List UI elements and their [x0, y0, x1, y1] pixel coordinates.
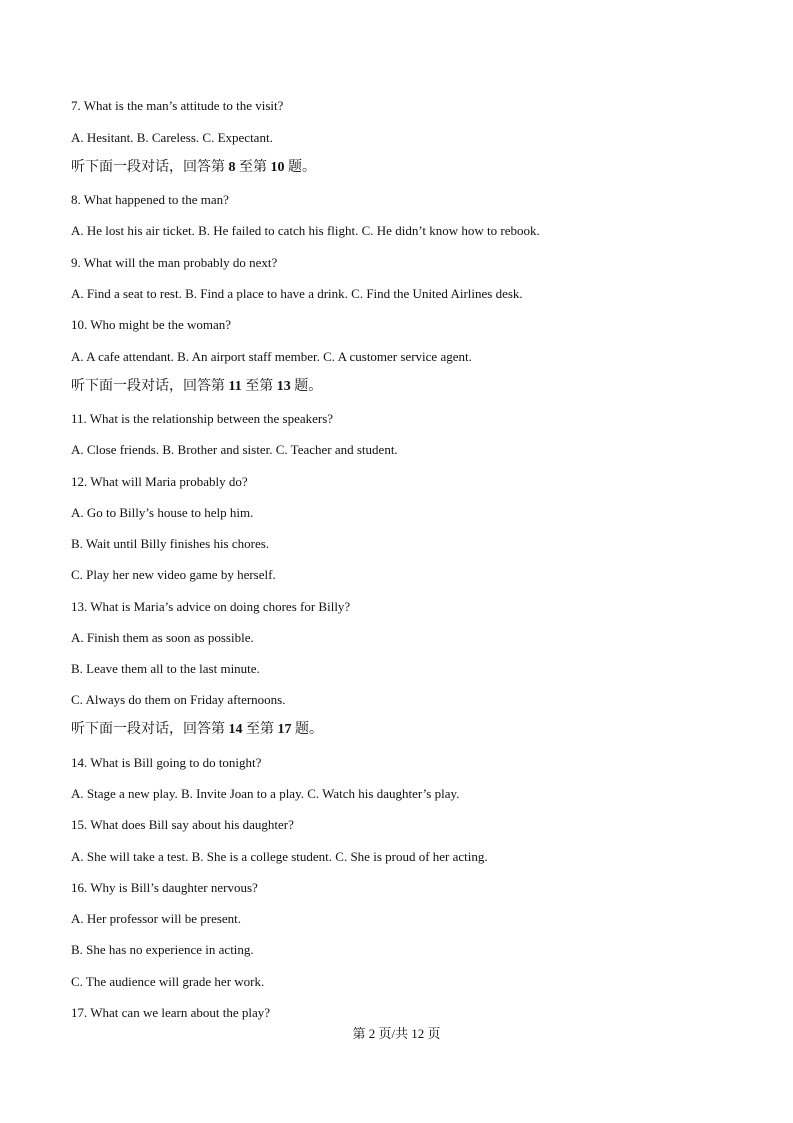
question-text: 9. What will the man probably do next?: [71, 255, 278, 270]
question-text: 17. What can we learn about the play?: [71, 1005, 271, 1020]
section-end-number: 13: [276, 379, 291, 394]
section-start-number: 14: [228, 722, 243, 737]
question-text: 15. What does Bill say about his daughter?: [71, 817, 294, 832]
page-footer: 第 2 页/共 12 页: [352, 1026, 441, 1041]
answer-options: C. Play her new video game by herself.: [71, 567, 276, 582]
answer-options: A. He lost his air ticket. B. He failed to catch his flight. C. He didn’t know how to rebook.: [71, 223, 540, 238]
section-suffix: 题。: [284, 160, 316, 175]
section-heading: [71, 160, 316, 176]
question-text: 12. What will Maria probably do?: [71, 474, 248, 489]
answer-options: B. Wait until Billy finishes his chores.: [71, 536, 270, 551]
section-prefix: 听下面一段对话，回答第: [71, 722, 229, 737]
section-prefix: 听下面一段对话，回答第: [71, 160, 229, 175]
section-heading: [71, 722, 323, 738]
question-text: 7. What is the man’s attitude to the visit?: [71, 98, 284, 113]
answer-options: A. Her professor will be present.: [71, 911, 242, 926]
question-text: 11. What is the relationship between the speakers?: [71, 411, 334, 426]
section-prefix: 听下面一段对话，回答第: [71, 379, 229, 394]
section-suffix: 题。: [290, 379, 323, 394]
section-heading: [71, 379, 322, 395]
section-end-number: 17: [277, 722, 292, 737]
answer-options: C. The audience will grade her work.: [71, 974, 265, 989]
answer-options: A. Find a seat to rest. B. Find a place to have a drink. C. Find the United Airlines desk.: [71, 286, 523, 301]
question-text: 13. What is Maria’s advice on doing chores for Billy?: [71, 599, 351, 614]
section-start-number: 8: [228, 160, 236, 175]
answer-options: A. Finish them as soon as possible.: [71, 630, 254, 645]
answer-options: A. Stage a new play. B. Invite Joan to a play. C. Watch his daughter’s play.: [71, 786, 460, 801]
answer-options: C. Always do them on Friday afternoons.: [71, 692, 286, 707]
answer-options: A. She will take a test. B. She is a college student. C. She is proud of her acting.: [71, 849, 488, 864]
section-suffix: 题。: [291, 722, 323, 737]
answer-options: A. A cafe attendant. B. An airport staff member. C. A customer service agent.: [71, 349, 472, 364]
question-text: 8. What happened to the man?: [71, 192, 229, 207]
answer-options: A. Go to Billy’s house to help him.: [71, 505, 254, 520]
section-end-number: 10: [270, 160, 285, 175]
section-mid: 至第: [242, 722, 278, 737]
answer-options: B. Leave them all to the last minute.: [71, 661, 260, 676]
answer-options: A. Close friends. B. Brother and sister. C. Teacher and student.: [71, 442, 398, 457]
section-mid: 至第: [235, 160, 271, 175]
answer-options: B. She has no experience in acting.: [71, 942, 254, 957]
answer-options: A. Hesitant. B. Careless. C. Expectant.: [71, 130, 273, 145]
section-mid: 至第: [241, 379, 277, 394]
question-text: 10. Who might be the woman?: [71, 317, 232, 332]
question-text: 16. Why is Bill’s daughter nervous?: [71, 880, 258, 895]
section-start-number: 11: [228, 379, 242, 394]
question-text: 14. What is Bill going to do tonight?: [71, 755, 262, 770]
